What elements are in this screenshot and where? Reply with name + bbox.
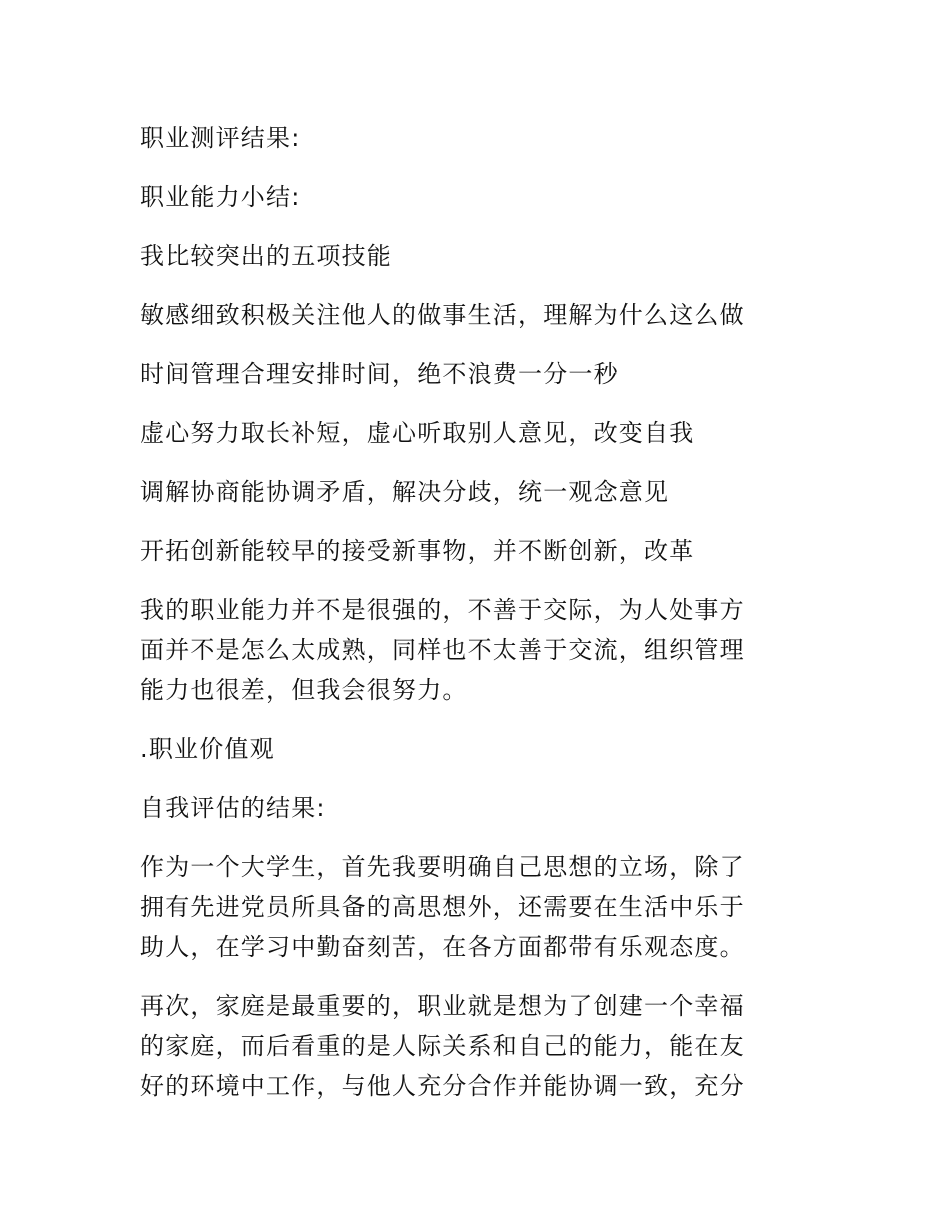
- skill-item-innovation: 开拓创新能较早的接受新事物，并不断创新，改革: [140, 537, 695, 565]
- skill-item-mediation: 调解协商能协调矛盾，解决分歧，统一观念意见: [140, 478, 670, 506]
- paragraph-family-priority: 再次，家庭是最重要的，职业就是想为了创建一个幸福 的家庭，而后看重的是人际关系和自己的能力，能在友 好的环境中工作，与他人充分合作并能协调一致，充分: [140, 992, 745, 1100]
- heading-ability-summary: 职业能力小结:: [140, 183, 301, 211]
- skill-item-sensitive: 敏感细致积极关注他人的做事生活，理解为什么这么做: [140, 301, 745, 329]
- skill-item-modest: 虚心努力取长补短，虚心听取别人意见，改变自我: [140, 419, 695, 447]
- heading-self-assessment-result: 自我评估的结果:: [140, 794, 326, 822]
- paragraph-ability-self-review: 我的职业能力并不是很强的，不善于交际，为人处事方 面并不是怎么太成熟，同样也不太善于交流，组织管理 能力也很差，但我会很努力。: [140, 596, 745, 704]
- document-page: [140, 118, 795, 1125]
- heading-top-five-skills: 我比较突出的五项技能: [140, 242, 392, 270]
- paragraph-student-stance: 作为一个大学生，首先我要明确自己思想的立场，除了 拥有先进党员所具备的高思想外，还需要在生活中乐于 助人，在学习中勤奋刻苦，在各方面都带有乐观态度。: [140, 853, 745, 961]
- skill-item-time-management: 时间管理合理安排时间，绝不浪费一分一秒: [140, 360, 619, 388]
- heading-career-values: .职业价值观: [140, 735, 275, 763]
- heading-assessment-result: 职业测评结果:: [140, 124, 301, 152]
